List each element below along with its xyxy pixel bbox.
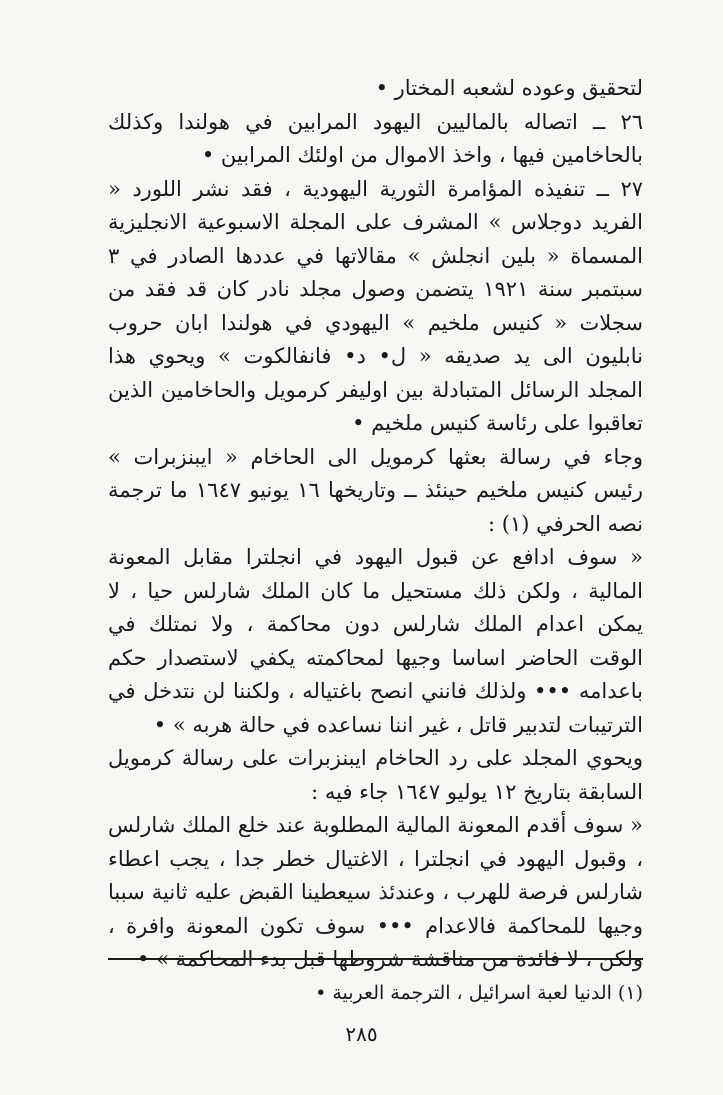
quote-cromwell-letter: « سوف ادافع عن قبول اليهود في انجلترا مقابل المعونة المالية ، ولكن ذلك مستحيل ما كان الملك شارلس حيا ، لا يمكن اعدام الملك شارلس دون محاكمة ، ولا نمتلك في الوقت الحاضر اساسا وجيها لمحاكمته يكفي لاستصدار حكم باعدامه ••• ولذلك فانني انصح باغتياله ، ولكننا لن نتدخل في الترتيبات لتدبير قاتل ، غير اننا نساعده في حالة هربه » • <box>108 545 643 737</box>
page-body <box>108 72 643 977</box>
quote-rabbi-reply: « سوف أقدم المعونة المالية المطلوبة عند خلع الملك شارلس ، وقبول اليهود في انجلترا ، الاغتيال خطر جدا ، يجب اعطاء شارلس فرصة للهرب ، وعندئذ سيعطينا القبض عليه ثانية سببا وجيها للمحاكمة فالاعدام ••• سوف تكون المعونة وافرة ، ولكن ، لا فائدة من مناقشة شروطها قبل بدء المحاكمة » • <box>108 813 643 971</box>
footnote-divider <box>108 958 643 960</box>
paragraph-cromwell-letter-intro: وجاء في رسالة بعثها كرمويل الى الحاخام « ايبنزبرات » رئيس كنيس ملخيم حينئذ ــ وتاريخها ١٦ يونيو ١٦٤٧ ما ترجمة نصه الحرفي (١) : <box>108 444 644 536</box>
paragraph-item-27: ٢٧ ــ تنفيذه المؤامرة الثورية اليهودية ، فقد نشر اللورد « الفريد دوجلاس » المشرف على المجلة الاسبوعية الانجليزية المسماة « بلين انجلش » مقالاتها في عددها الصادر في ٣ سبتمبر سنة ١٩٢١ يتضمن وصول مجلد نادر كان قد فقد من سجلات « كنيس ملخيم » اليهودي في هولندا ابان حروب نابليون الى يد صديقه « ل• د• فانفالكوت » ويحوي هذا المجلد الرسائل المتبادلة بين اوليفر كرمويل والحاخامين الذين تعاقبوا على رئاسة كنيس ملخيم • <box>108 176 643 435</box>
page-number: ٢٨٥ <box>345 1022 378 1046</box>
paragraph-rabbi-reply-intro: ويحوي المجلد على رد الحاخام ايبنزبرات على رسالة كرمويل السابقة بتاريخ ١٢ يوليو ١٦٤٧ جاء فيه : <box>108 746 643 804</box>
paragraph-item-26: ٢٦ ــ اتصاله بالماليين اليهود المرابين في هولندا وكذلك بالحاخامين فيها ، واخذ الاموال من اولئك المرابين • <box>108 109 643 167</box>
paragraph-intro-continuation: لتحقيق وعوده لشعبه المختار • <box>375 76 643 100</box>
footnote: (١) الدنيا لعبة اسرائيل ، الترجمة العربية • <box>315 982 643 1004</box>
